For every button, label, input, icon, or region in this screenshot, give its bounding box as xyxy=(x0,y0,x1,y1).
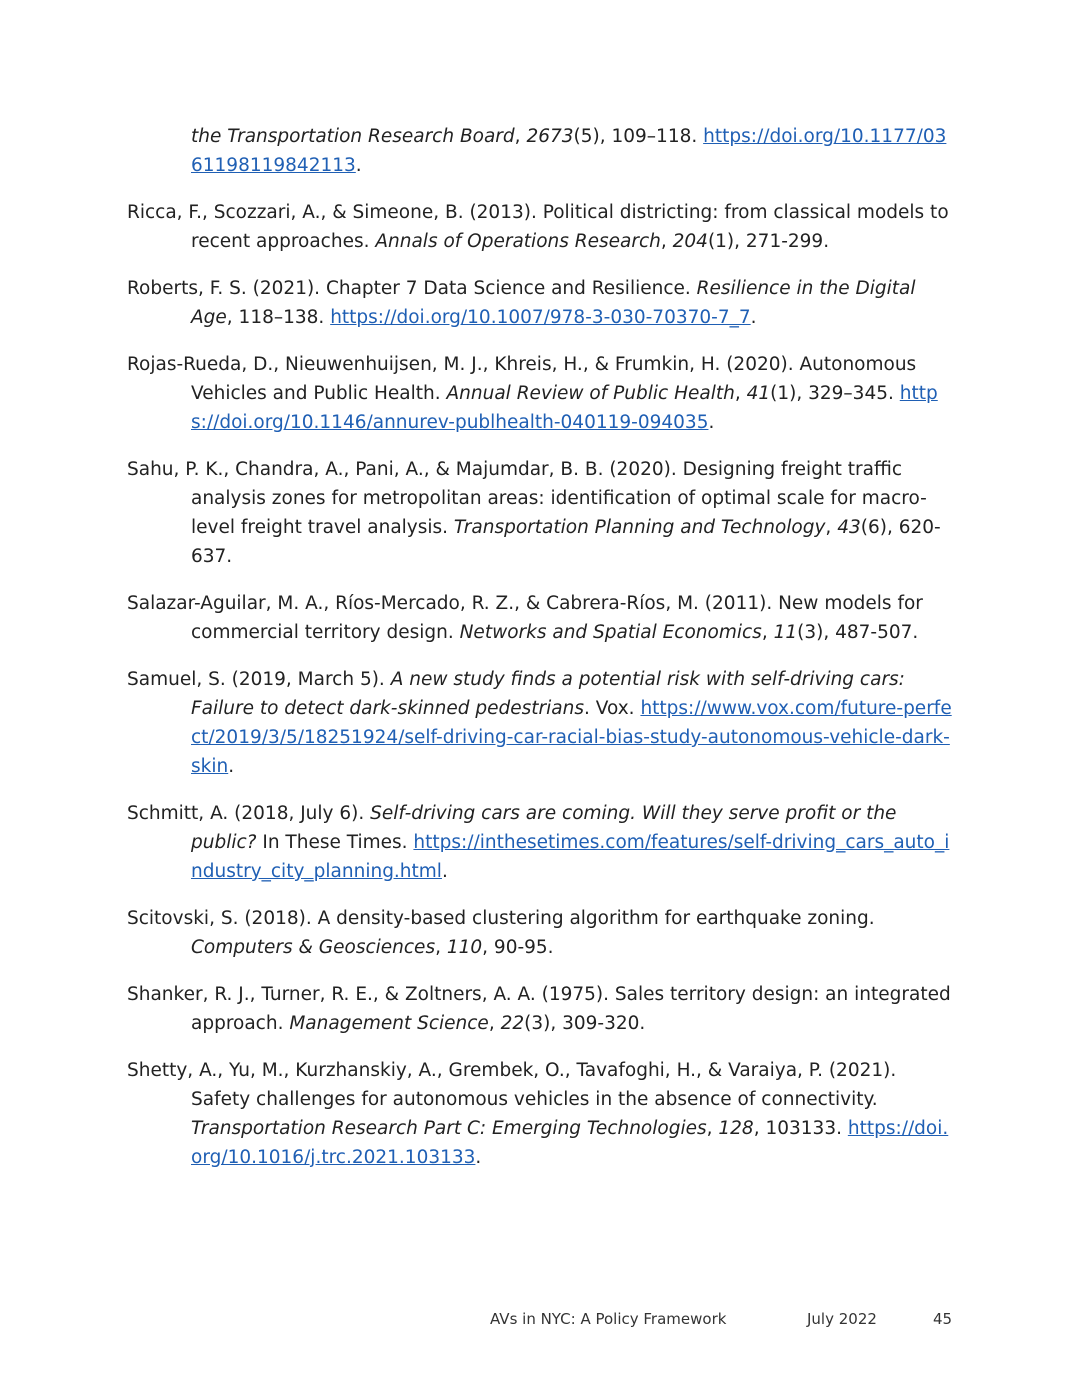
reference-text: Ricca, F., Scozzari, A., & Simeone, B. (2013). Political districting: from classical models to recent approaches. xyxy=(127,202,949,252)
reference-text: Schmitt, A. (2018, July 6). xyxy=(127,803,371,824)
reference-text: . xyxy=(355,155,362,176)
footer-date: July 2022 xyxy=(807,1310,877,1328)
reference-text: Scitovski, S. (2018). A density-based clustering algorithm for earthquake zoning. xyxy=(127,908,875,929)
reference-entry xyxy=(127,904,957,962)
reference-italic-text: Annual Review of Public Health xyxy=(446,383,735,404)
reference-italic-text: Management Science xyxy=(289,1013,489,1034)
reference-italic-text: Transportation Planning and Technology xyxy=(453,517,826,538)
reference-italic-text: 41 xyxy=(746,383,771,404)
reference-text: (1), 329–345. xyxy=(770,383,900,404)
reference-italic-text: Computers & Geosciences xyxy=(191,937,436,958)
reference-text: Sahu, P. K., Chandra, A., Pani, A., & Majumdar, B. B. (2020). Designing freight traffic analysis zones for metropolitan areas: identification of optimal scale for macro-level freight travel analysis. xyxy=(127,459,927,538)
reference-italic-text: 43 xyxy=(837,517,861,538)
reference-italic-text: Self-driving cars are coming. Will they serve profit or the public? xyxy=(191,803,897,853)
reference-text: Rojas-Rueda, D., Nieuwenhuijsen, M. J., Khreis, H., & Frumkin, H. (2020). Autonomous Vehicles and Public Health. xyxy=(127,354,917,404)
reference-text: (3), 309-320. xyxy=(524,1013,646,1034)
reference-text: , xyxy=(761,622,774,643)
reference-link[interactable]: https://doi.org/10.1016/j.trc.2021.103133 xyxy=(191,1118,949,1168)
page-number: 45 xyxy=(933,1310,953,1328)
reference-entry xyxy=(127,350,957,437)
reference-text: . xyxy=(228,756,235,777)
reference-text: . xyxy=(708,412,715,433)
reference-entry xyxy=(127,980,957,1038)
reference-text: Shanker, R. J., Turner, R. E., & Zoltners, A. A. (1975). Sales territory design: an integrated approach. xyxy=(127,984,951,1034)
reference-text: , xyxy=(660,231,673,252)
reference-text: (5), 109–118. xyxy=(573,126,704,147)
reference-italic-text: 204 xyxy=(672,231,708,252)
reference-text: Roberts, F. S. (2021). Chapter 7 Data Science and Resilience. xyxy=(127,278,697,299)
reference-link[interactable]: https://doi.org/10.1146/annurev-publhealth-040119-094035 xyxy=(191,383,938,433)
reference-text: , xyxy=(734,383,747,404)
reference-continuation xyxy=(127,122,957,180)
reference-entry xyxy=(127,799,957,886)
reference-italic-text: 110 xyxy=(446,937,483,958)
reference-text: , 103133. xyxy=(753,1118,848,1139)
reference-link[interactable]: https://inthesetimes.com/features/self-driving_cars_auto_industry_city_planning.html xyxy=(191,832,950,882)
reference-text: Shetty, A., Yu, M., Kurzhanskiy, A., Grembek, O., Tavafoghi, H., & Varaiya, P. (2021). Safety challenges for autonomous vehicles in the absence of connectivity. xyxy=(127,1060,897,1110)
reference-text: , 90-95. xyxy=(482,937,554,958)
reference-link[interactable]: https://doi.org/10.1177/0361198119842113 xyxy=(191,126,947,176)
reference-italic-text: Resilience in the Digital Age xyxy=(191,278,916,328)
reference-text: , xyxy=(514,126,527,147)
reference-italic-text: 128 xyxy=(718,1118,754,1139)
reference-italic-text: 11 xyxy=(773,622,798,643)
reference-text: (6), 620-637. xyxy=(191,517,941,567)
reference-entry xyxy=(127,665,957,781)
reference-text: , 118–138. xyxy=(226,307,331,328)
reference-text: Samuel, S. (2019, March 5). xyxy=(127,669,391,690)
reference-italic-text: 22 xyxy=(500,1013,525,1034)
reference-text: . Vox. xyxy=(583,698,641,719)
reference-text: , xyxy=(706,1118,719,1139)
reference-entry xyxy=(127,455,957,571)
reference-text: Salazar-Aguilar, M. A., Ríos-Mercado, R. Z., & Cabrera-Ríos, M. (2011). New models for commercial territory design. xyxy=(127,593,923,643)
reference-italic-text: Transportation Research Part C: Emerging Technologies xyxy=(191,1118,707,1139)
page-footer xyxy=(0,1310,1080,1334)
reference-text: . xyxy=(750,307,757,328)
reference-text: , xyxy=(435,937,447,958)
reference-italic-text: Annals of Operations Research xyxy=(375,231,661,252)
reference-text: (1), 271-299. xyxy=(707,231,830,252)
reference-link[interactable]: https://doi.org/10.1007/978-3-030-70370-7_7 xyxy=(330,307,751,328)
reference-text: , xyxy=(825,517,838,538)
footer-title: AVs in NYC: A Policy Framework xyxy=(490,1310,727,1328)
reference-italic-text: the Transportation Research Board xyxy=(191,126,515,147)
reference-entry xyxy=(127,198,957,256)
reference-entry xyxy=(127,589,957,647)
reference-list xyxy=(127,122,957,1190)
reference-entry xyxy=(127,1056,957,1172)
reference-text: . xyxy=(475,1147,482,1168)
reference-text: (3), 487-507. xyxy=(797,622,919,643)
reference-text: In These Times. xyxy=(256,832,414,853)
reference-link[interactable]: https://www.vox.com/future-perfect/2019/3/5/18251924/self-driving-car-racial-bias-study-autonomous-vehicle-dark-skin xyxy=(191,698,952,777)
reference-italic-text: 2673 xyxy=(526,126,574,147)
reference-italic-text: Networks and Spatial Economics xyxy=(459,622,762,643)
reference-text: , xyxy=(488,1013,501,1034)
reference-italic-text: A new study finds a potential risk with self-driving cars: Failure to detect dark-skinned pedestrians xyxy=(191,669,905,719)
reference-entry xyxy=(127,274,957,332)
reference-text: . xyxy=(441,861,448,882)
